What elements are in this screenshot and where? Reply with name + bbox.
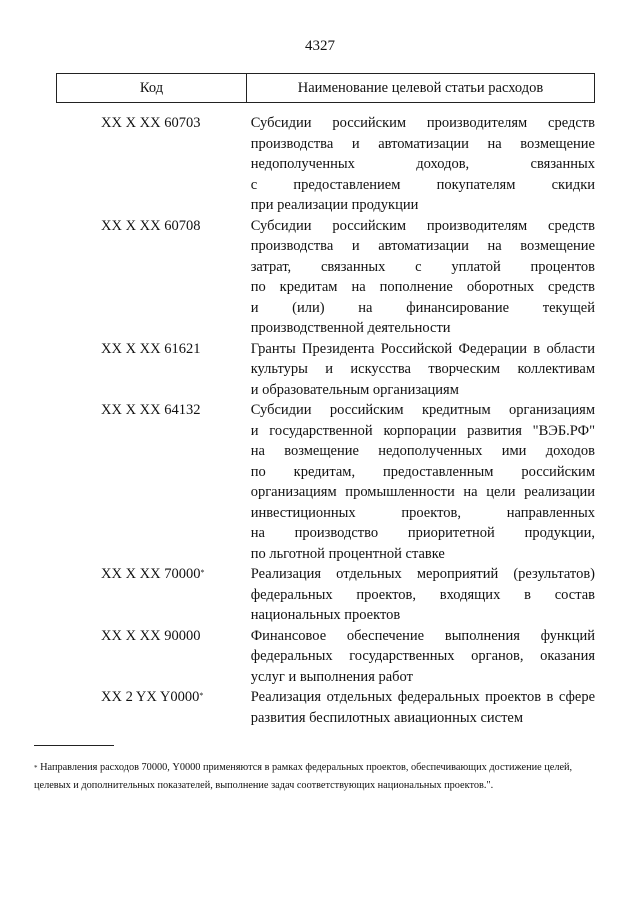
row-code: XX X XX 61621 <box>101 340 201 357</box>
name-line: Реализация отдельных мероприятий (результатов) <box>250 566 595 582</box>
row-name <box>251 626 595 688</box>
header-code: Код <box>57 74 247 102</box>
row-code: XX X XX 60708 <box>101 217 201 234</box>
name-line: Субсидии российским производителям средств <box>250 115 595 131</box>
row-code: XX X XX 64132 <box>101 402 201 418</box>
name-line: затрат, связанных с уплатой процентов <box>250 258 595 275</box>
table-body <box>56 113 595 728</box>
name-line: и (или) на финансирование текущей <box>250 299 595 316</box>
name-line: Субсидии российским производителям средств <box>250 217 595 234</box>
name-line: федеральных проектов, входящих в состав <box>250 586 595 603</box>
name-line: по кредитам, предоставленным российским <box>250 463 595 480</box>
name-line: организациям промышленности на цели реализации <box>250 484 595 500</box>
table-row <box>56 339 595 401</box>
footnote-line: * Направления расходов 70000, Y0000 применяются в рамках федеральных проектов, обеспечивающих достижение целей, <box>34 762 573 773</box>
footnote-line: целевых и дополнительных показателей, выполнение задач соответствующих национальных проектов.". <box>34 780 494 791</box>
table-row <box>56 687 595 728</box>
table-row <box>56 113 595 216</box>
name-line: национальных проектов <box>250 607 401 623</box>
table-row <box>56 216 595 339</box>
name-line: инвестиционных проектов, направленных <box>250 504 595 521</box>
name-line: производства и автоматизации на возмещение <box>250 135 595 152</box>
name-line: и государственной корпорации развития "ВЭБ.РФ" <box>250 422 595 439</box>
name-line: Финансовое обеспечение выполнения функций <box>250 627 595 644</box>
page-number: 4327 <box>305 38 335 54</box>
name-line: производственной деятельности <box>250 320 451 336</box>
name-line: услуг и выполнения работ <box>250 668 413 685</box>
name-line: на возмещение недополученных ими доходов <box>250 443 595 459</box>
name-line: с предоставлением покупателям скидки <box>250 176 595 193</box>
row-name <box>251 400 595 564</box>
row-name <box>251 216 595 339</box>
row-code: XX 2 YX Y0000* <box>101 689 204 705</box>
name-line: Субсидии российским кредитным организациям <box>250 402 595 418</box>
footnote-mark: * <box>34 764 38 772</box>
name-line: культуры и искусства творческим коллективам <box>250 361 595 377</box>
table-row <box>56 626 595 688</box>
name-line: по льготной процентной ставке <box>250 545 445 562</box>
footnote <box>34 759 614 795</box>
table-header <box>56 73 595 103</box>
row-code: XX X XX 60703 <box>101 115 201 131</box>
name-line: недополученных доходов, связанных <box>250 156 595 172</box>
header-name: Наименование целевой статьи расходов <box>297 79 544 96</box>
name-line: производства и автоматизации на возмещение <box>250 238 595 254</box>
name-line: федеральных государственных органов, оказания <box>250 648 595 664</box>
row-name <box>251 113 595 216</box>
name-line: на производство приоритетной продукции, <box>250 525 595 541</box>
name-line: по кредитам на пополнение оборотных средств <box>250 279 595 295</box>
table-row <box>56 564 595 626</box>
name-line: Гранты Президента Российской Федерации в области <box>250 340 595 357</box>
table-row <box>56 400 595 564</box>
row-name <box>251 687 595 728</box>
name-line: и образовательным организациям <box>250 381 459 398</box>
name-line: Реализация отдельных федеральных проектов в сфере <box>250 689 595 705</box>
name-line: при реализации продукции <box>250 197 419 213</box>
footnote-separator <box>34 745 114 746</box>
name-line: развития беспилотных авиационных систем <box>250 709 524 726</box>
row-code: XX X XX 70000* <box>101 566 205 582</box>
row-code: XX X XX 90000 <box>101 627 201 644</box>
row-name <box>251 339 595 401</box>
row-name <box>251 564 595 626</box>
